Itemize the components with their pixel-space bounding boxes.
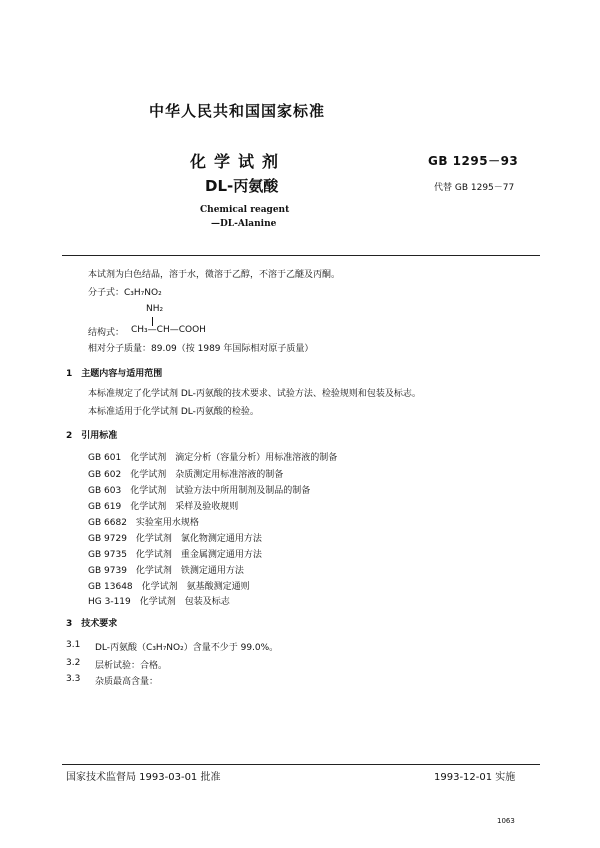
structure-label: 结构式： (88, 328, 125, 338)
document-subtitle: DL-丙氨酸 (205, 177, 279, 195)
clause-number: 3.3 (66, 674, 81, 684)
reference-item: HG 3-119 化学试剂 包装及标志 (88, 597, 230, 607)
clause-number: 3.1 (66, 640, 81, 650)
reference-item: GB 619 化学试剂 采样及验收规则 (88, 502, 239, 512)
header-divider (62, 255, 540, 256)
standard-number: GB 1295－93 (428, 154, 519, 168)
standard-org-title: 中华人民共和国国家标准 (149, 102, 326, 120)
reference-item: GB 9729 化学试剂 氯化物测定通用方法 (88, 534, 262, 544)
footer-divider (62, 764, 540, 765)
intro-description: 本试剂为白色结晶，溶于水，微溶于乙醇，不溶于乙醚及丙酮。 (88, 270, 341, 280)
reference-item: GB 6682 实验室用水规格 (88, 518, 199, 528)
section-1-paragraph: 本标准规定了化学试剂 DL-丙氨酸的技术要求、试验方法、检验规则和包装及标志。 (88, 389, 421, 399)
molecular-weight: 相对分子质量：89.09（按 1989 年国际相对原子质量） (88, 344, 314, 354)
reference-item: GB 9735 化学试剂 重金属测定通用方法 (88, 550, 262, 560)
reference-item: GB 603 化学试剂 试验方法中所用制剂及制品的制备 (88, 486, 311, 496)
reference-item: GB 13648 化学试剂 氨基酸测定通则 (88, 582, 250, 592)
section-1-paragraph: 本标准适用于化学试剂 DL-丙氨酸的检验。 (88, 407, 259, 417)
english-title: Chemical reagent (200, 205, 290, 215)
clause-text: DL-丙氨酸（C₃H₇NO₂）含量不少于 99.0%。 (95, 643, 279, 653)
molecular-formula: 分子式：C₃H₇NO₂ (88, 288, 162, 298)
clause-text: 杂质最高含量： (95, 677, 159, 687)
reference-item: GB 602 化学试剂 杂质测定用标准溶液的制备 (88, 470, 284, 480)
effective-date: 1993-12-01 实施 (434, 772, 516, 783)
reference-item: GB 601 化学试剂 滴定分析（容量分析）用标准溶液的制备 (88, 453, 338, 463)
reference-item: GB 9739 化学试剂 铁测定通用方法 (88, 566, 244, 576)
clause-text: 层析试验：合格。 (95, 661, 168, 671)
document-title: 化学试剂 (190, 152, 287, 171)
structure-amino-group: NH₂ (146, 304, 164, 314)
section-2-heading: 2 引用标准 (66, 431, 118, 441)
page-number: 1063 (497, 817, 515, 825)
clause-number: 3.2 (66, 658, 81, 668)
structure-chain: CH₃—CH—COOH (131, 325, 206, 335)
approval-date: 国家技术监督局 1993-03-01 批准 (66, 772, 221, 783)
section-3-heading: 3 技术要求 (66, 619, 118, 629)
english-subtitle: —DL-Alanine (211, 219, 277, 229)
replaces-standard: 代替 GB 1295－77 (434, 183, 515, 193)
section-1-heading: 1 主题内容与适用范围 (66, 369, 163, 379)
